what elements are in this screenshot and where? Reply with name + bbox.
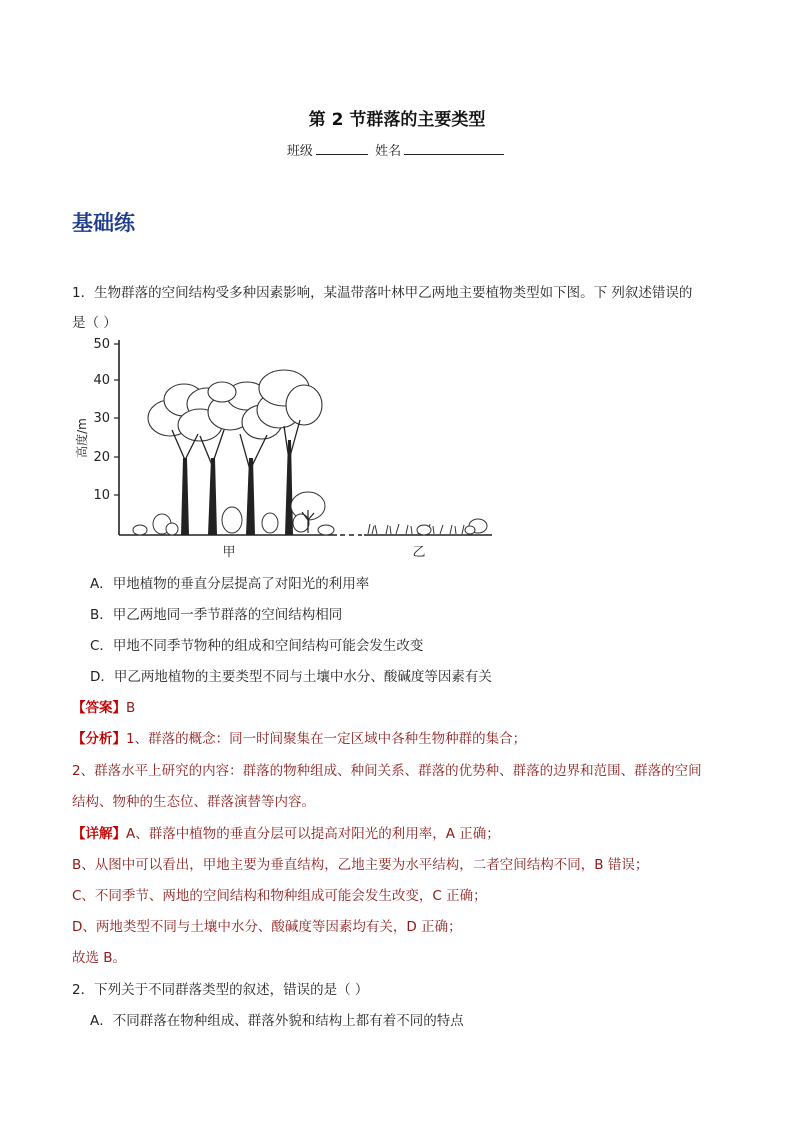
q1-figure <box>72 330 512 565</box>
y-tick-40: 40 <box>93 373 110 388</box>
site-label-yi: 乙 <box>412 545 426 560</box>
q1-analysis-line3: 结构、物种的生态位、群落演替等内容。 <box>72 794 315 810</box>
q1-detail-line1 <box>72 822 500 842</box>
y-tick-20: 20 <box>93 450 110 465</box>
detail-text-1: A、群落中植物的垂直分层可以提高对阳光的利用率，A 正确； <box>126 826 500 842</box>
grass-yi <box>368 524 464 534</box>
q1-option-a: A．甲地植物的垂直分层提高了对阳光的利用率 <box>90 576 370 592</box>
answer-value: B <box>126 700 136 716</box>
q1-stem-line2: 是（ ） <box>72 315 117 331</box>
q1-analysis-line1 <box>72 727 526 747</box>
q1-detail-line3: C、不同季节、两地的空间结构和物种组成可能会发生改变，C 正确； <box>72 888 487 904</box>
q2-option-a: A．不同群落在物种组成、群落外貌和结构上都有着不同的特点 <box>90 1013 464 1029</box>
analysis-text-1: 1、群落的概念：同一时间聚集在一定区域中各种生物种群的集合； <box>126 731 527 747</box>
q1-option-b: B．甲乙两地同一季节群落的空间结构相同 <box>90 607 343 623</box>
analysis-tag: 【分析】 <box>72 731 126 747</box>
page-title: 第 2 节群落的主要类型 <box>308 110 486 130</box>
y-tick-30: 30 <box>93 411 110 426</box>
q1-detail-line4: D、两地类型不同与土壤中水分、酸碱度等因素均有关，D 正确； <box>72 919 462 935</box>
name-label: 姓名 <box>375 144 402 159</box>
name-blank <box>404 141 504 155</box>
section-title: 基础练 <box>72 210 135 235</box>
q2-stem: 2．下列关于不同群落类型的叙述，错误的是（ ） <box>72 982 369 998</box>
q1-stem-line1: 1．生物群落的空间结构受多种因素影响，某温带落叶林甲乙两地主要植物类型如下图。下 列叙述错误的 <box>72 285 693 301</box>
q1-option-d: D．甲乙两地植物的主要类型不同与土壤中水分、酸碱度等因素有关 <box>90 669 492 685</box>
site-label-jia: 甲 <box>222 545 236 560</box>
class-label: 班级 <box>286 144 313 159</box>
y-tick-50: 50 <box>93 337 110 352</box>
q1-option-c: C．甲地不同季节物种的组成和空间结构可能会发生改变 <box>90 638 424 654</box>
detail-tag: 【详解】 <box>72 826 126 842</box>
q1-detail-line2: B、从图中可以看出，甲地主要为垂直结构，乙地主要为水平结构，二者空间结构不同，B 错误； <box>72 857 649 873</box>
q1-conclusion: 故选 B。 <box>72 950 127 966</box>
y-axis-label: 高度/m <box>75 418 89 458</box>
y-tick-10: 10 <box>93 488 110 503</box>
q1-analysis-line2: 2、群落水平上研究的内容：群落的物种组成、种间关系、群落的优势种、群落的边界和范围、群落的空间 <box>72 763 702 779</box>
tree-canopies <box>148 370 322 441</box>
class-name-line <box>0 140 794 159</box>
class-blank <box>316 141 368 155</box>
q1-answer-line <box>72 696 135 716</box>
answer-tag: 【答案】 <box>72 700 126 716</box>
